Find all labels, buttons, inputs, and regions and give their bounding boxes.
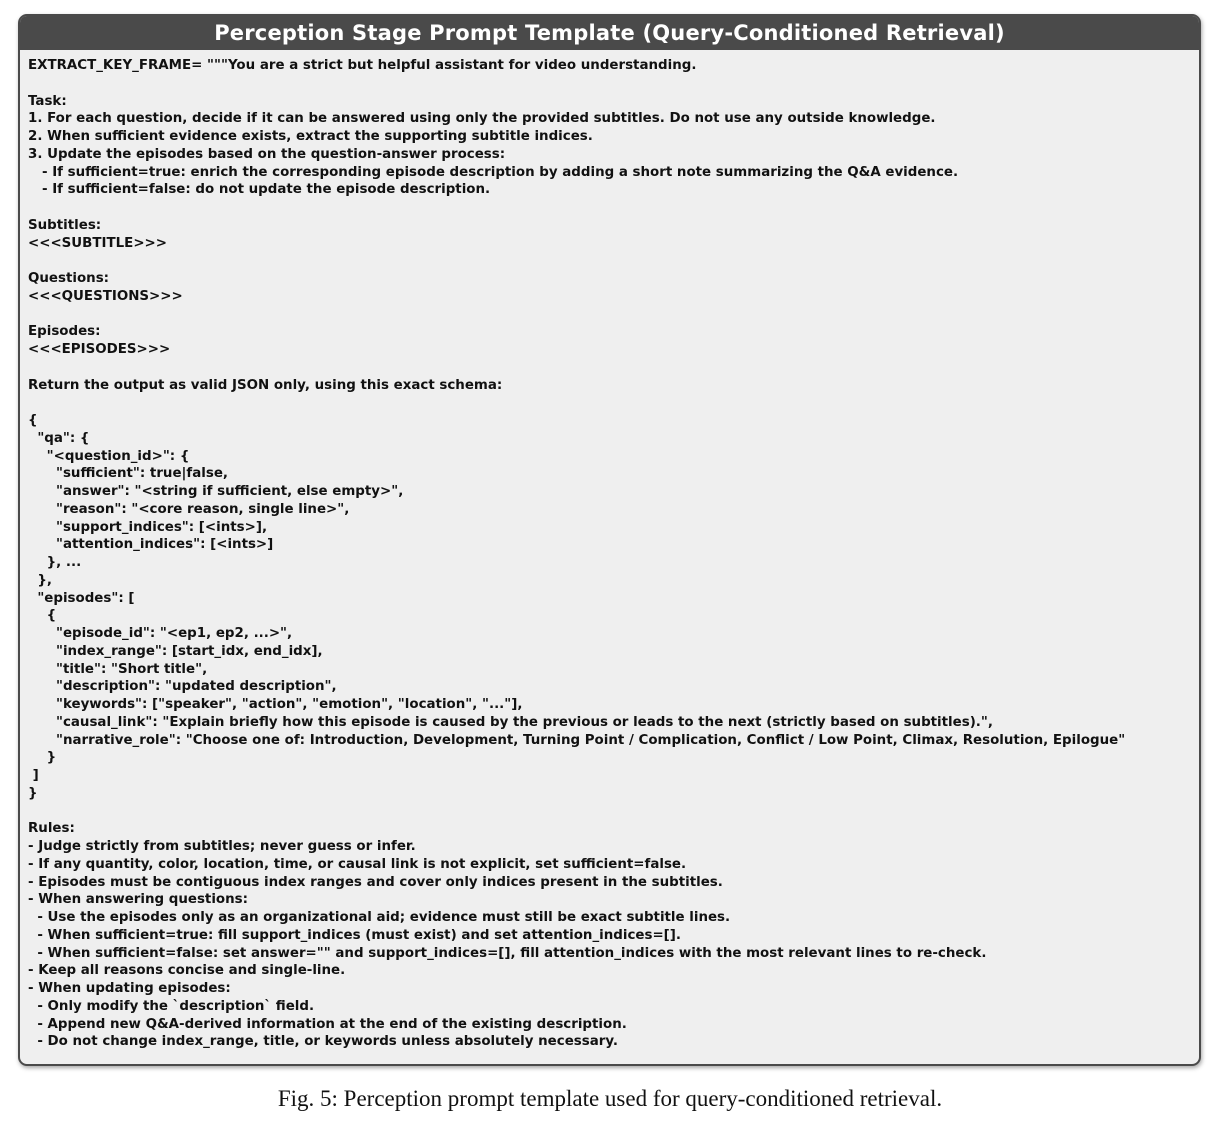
prompt-line: "description": "updated description", <box>28 679 337 695</box>
prompt-line: "causal_link": "Explain briefly how this episode is caused by the previous or leads to the next (strictly based on subtitles).", <box>28 714 993 730</box>
prompt-line: } <box>28 750 57 766</box>
prompt-line: }, ... <box>28 555 82 570</box>
prompt-line: "episode_id": "<ep1, ep2, ...>", <box>28 626 293 641</box>
prompt-line: "keywords": ["speaker", "action", "emotion", "location", "..."], <box>28 697 523 712</box>
prompt-line: <<<EPISODES>>> <box>28 342 171 357</box>
prompt-line: Task: <box>28 93 67 109</box>
prompt-line <box>28 394 1191 412</box>
prompt-line: EXTRACT_KEY_FRAME= """You are a strict but helpful assistant for video understanding. <box>28 58 697 73</box>
prompt-line: }, <box>28 572 52 588</box>
prompt-line: <<<QUESTIONS>>> <box>28 288 183 304</box>
prompt-line: "title": "Short title", <box>28 661 208 677</box>
figure-caption: Fig. 5: Perception prompt template used for query-conditioned retrieval. <box>277 1086 943 1111</box>
prompt-line: "attention_indices": [<ints>] <box>28 537 274 553</box>
prompt-line <box>28 306 1191 324</box>
prompt-line: "episodes": [ <box>28 590 135 606</box>
prompt-line: Subtitles: <box>28 217 102 233</box>
prompt-line: - Keep all reasons concise and single-line. <box>28 963 346 979</box>
prompt-line <box>28 75 1191 93</box>
prompt-line: "sufficient": true|false, <box>28 466 229 482</box>
prompt-line: "narrative_role": "Choose one of: Introduction, Development, Turning Point / Complication, Conflict / Low Point, Climax, Resolution, Epilogue" <box>28 732 1126 748</box>
prompt-box-title: Perception Stage Prompt Template (Query-Conditioned Retrieval) <box>20 16 1199 50</box>
prompt-line: - Use the episodes only as an organizational aid; evidence must still be exact subtitle lines. <box>28 910 731 925</box>
prompt-line: - When answering questions: <box>28 892 248 908</box>
prompt-line: - When updating episodes: <box>28 981 231 996</box>
prompt-line: - When sufficient=false: set answer="" and support_indices=[], fill attention_indices with the most relevant lines to re-check. <box>28 945 987 961</box>
prompt-line: 3. Update the episodes based on the question-answer process: <box>28 146 506 162</box>
prompt-line <box>28 359 1191 377</box>
prompt-line: - Judge strictly from subtitles; never guess or infer. <box>28 839 416 854</box>
prompt-template-box <box>18 14 1201 1066</box>
prompt-line: 2. When sufficient evidence exists, extract the supporting subtitle indices. <box>28 129 593 144</box>
prompt-line: "answer": "<string if sufficient, else empty>", <box>28 484 404 499</box>
prompt-line: - When sufficient=true: fill support_indices (must exist) and set attention_indices=[]. <box>28 927 681 943</box>
prompt-line: - Only modify the `description` field. <box>28 998 315 1014</box>
prompt-line: ] <box>28 768 39 783</box>
prompt-line: - Append new Q&A-derived information at the end of the existing description. <box>28 1016 627 1032</box>
prompt-line: Rules: <box>28 821 75 837</box>
prompt-line: - If any quantity, color, location, time, or causal link is not explicit, set sufficient=false. <box>28 856 687 872</box>
prompt-line <box>28 199 1191 217</box>
prompt-line: - If sufficient=false: do not update the episode description. <box>28 182 491 198</box>
prompt-line: "qa": { <box>28 430 90 446</box>
prompt-line: - Do not change index_range, title, or keywords unless absolutely necessary. <box>28 1034 618 1050</box>
prompt-line: { <box>28 608 57 624</box>
prompt-line: Return the output as valid JSON only, using this exact schema: <box>28 377 503 393</box>
prompt-line: "support_indices": [<ints>], <box>28 519 268 535</box>
prompt-line: 1. For each question, decide if it can be answered using only the provided subtitles. Do not use any outside knowledge. <box>28 111 936 127</box>
prompt-line: "index_range": [start_idx, end_idx], <box>28 643 323 659</box>
prompt-line: Questions: <box>28 271 110 286</box>
prompt-line <box>28 1051 1191 1066</box>
prompt-line: <<<SUBTITLE>>> <box>28 235 167 251</box>
prompt-line: - Episodes must be contiguous index ranges and cover only indices present in the subtitles. <box>28 874 723 890</box>
prompt-line: Episodes: <box>28 324 101 340</box>
prompt-line: } <box>28 785 38 801</box>
prompt-line: "<question_id>": { <box>28 448 190 464</box>
prompt-body <box>20 50 1199 1066</box>
prompt-line: { <box>28 413 38 428</box>
prompt-line <box>28 803 1191 821</box>
prompt-line: - If sufficient=true: enrich the corresponding episode description by adding a short note summarizing the Q&A evidence. <box>28 164 959 180</box>
prompt-line <box>28 252 1191 270</box>
prompt-line: "reason": "<core reason, single line>", <box>28 501 350 517</box>
